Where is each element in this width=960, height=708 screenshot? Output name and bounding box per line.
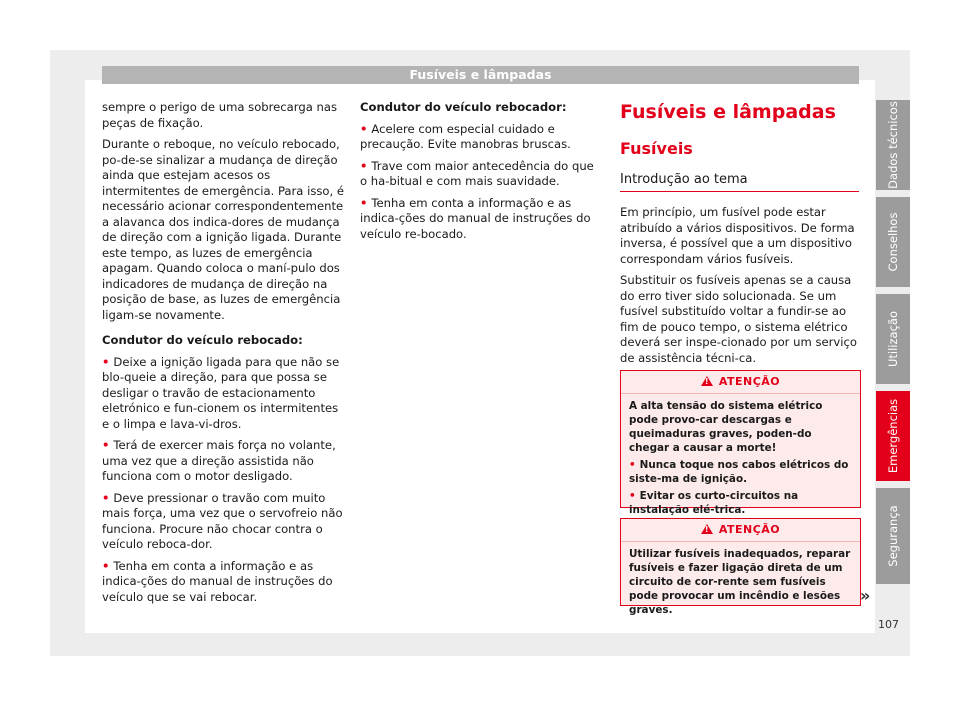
tab-label: Dados técnicos <box>886 101 900 189</box>
bullet-text: Trave com maior antecedência do que o ha-bitual e com mais suavidade. <box>360 158 594 188</box>
bullet-text: Deve pressionar o travão com muito mais força, uma vez que o servofreio não funciona. Procure não chocar contra o veículo reboca-dor. <box>102 490 343 551</box>
tab-label: Segurança <box>886 505 900 567</box>
warning-text: A alta tensão do sistema elétrico pode provo-car descargas e queimaduras graves, poden-do chegar a causar a morte! <box>629 400 823 454</box>
bullet-item <box>102 491 345 553</box>
bullet-icon: • <box>360 121 368 136</box>
subsection-title: Introdução ao tema <box>620 172 748 187</box>
continue-arrow-icon: » <box>860 586 871 605</box>
bullet-icon: • <box>360 158 368 173</box>
column-left <box>102 100 345 611</box>
bullet-icon: • <box>102 354 110 369</box>
bullet-icon: • <box>629 490 636 502</box>
warning-label: ATENÇÃO <box>718 375 781 388</box>
bullet-icon: • <box>360 195 368 210</box>
title-divider <box>620 191 859 192</box>
bullet-icon: • <box>629 459 636 471</box>
section-title: Fusíveis <box>620 139 693 158</box>
column-middle <box>360 100 604 248</box>
tab-utilizacao[interactable] <box>876 294 910 384</box>
column-right <box>620 205 860 372</box>
tab-seguranca[interactable] <box>876 488 910 584</box>
bullet-icon: • <box>102 438 110 452</box>
warning-label: ATENÇÃO <box>718 523 781 536</box>
bullet-item <box>360 122 604 153</box>
tab-label: Utilização <box>886 310 900 368</box>
bullet-text: Evitar os curto-circuitos na instalação elé-trica. <box>629 490 799 516</box>
bullet-icon: • <box>102 490 110 505</box>
warning-box <box>620 518 861 616</box>
section-heading: Condutor do veículo rebocado: <box>102 333 303 347</box>
bullet-item <box>360 159 604 190</box>
warning-header <box>621 519 860 542</box>
page-number: 107 <box>878 618 899 631</box>
bullet-text: Acelere com especial cuidado e precaução. Evite manobras bruscas. <box>360 121 571 151</box>
paragraph: sempre o perigo de uma sobrecarga nas peças de fixação. <box>102 100 337 130</box>
bullet-text: Tenha em conta a informação e as indica-ções do manual de instruções do veículo que se vai rebocar. <box>102 558 333 604</box>
tab-dados-tecnicos[interactable] <box>876 100 910 190</box>
chapter-title: Fusíveis e lâmpadas <box>620 101 836 123</box>
running-header: Fusíveis e lâmpadas <box>102 66 859 84</box>
bullet-item <box>629 489 852 517</box>
bullet-text: Tenha em conta a informação e as indica-ções do manual de instruções do veículo re-bocado. <box>360 195 591 241</box>
bullet-text: Terá de exercer mais força no volante, uma vez que a direção assistida não funciona com o motor desligado. <box>102 438 336 483</box>
tab-emergencias[interactable] <box>876 391 910 481</box>
paragraph: Em princípio, um fusível pode estar atribuído a vários dispositivos. De forma inversa, é possível que a um dispositivo correspondam vários fusíveis. <box>620 205 855 266</box>
section-heading: Condutor do veículo rebocador: <box>360 100 567 114</box>
bullet-text: Deixe a ignição ligada para que não se blo-queie a direção, para que possa se desligar o travão de estacionamento eletrónico e fun-cionem os intermitentes e o limpa e lava-vi-dros. <box>102 354 340 431</box>
warning-body <box>621 542 860 624</box>
bullet-item <box>102 559 345 606</box>
warning-box <box>620 370 861 516</box>
tab-label: Conselhos <box>886 212 900 272</box>
warning-header <box>621 371 860 394</box>
bullet-item <box>102 438 345 485</box>
warning-text: Utilizar fusíveis inadequados, reparar fusíveis e fazer ligação direta de um circuito de cor-rente sem fusíveis pode provocar um incêndio e lesões graves. <box>629 548 851 616</box>
bullet-item <box>629 458 852 486</box>
warning-triangle-icon <box>701 376 713 386</box>
paragraph: Substituir os fusíveis apenas se a causa do erro tiver sido solucionada. Se um fusível substituído voltar a fundir-se ao fim de pouco tempo, o sistema elétrico deverá ser inspe-cionado por um serviço de assistência técni-ca. <box>620 273 857 365</box>
tab-conselhos[interactable] <box>876 197 910 287</box>
bullet-icon: • <box>102 558 110 573</box>
paragraph: Durante o reboque, no veículo rebocado, po-de-se sinalizar a mudança de direção ainda que estejam acesos os intermitentes de emergência. Para isso, é necessário acionar correspondentemente a alavanca dos indica-dores de mudança de direção com a ignição ligada. Durante este tempo, as luzes de emergência apagam. Quando coloca o maní-pulo dos indicadores de mudança de direção na posição de base, as luzes de emergência ligam-se novamente. <box>102 137 344 322</box>
tab-label: Emergências <box>886 398 900 474</box>
bullet-item <box>102 355 345 433</box>
bullet-text: Nunca toque nos cabos elétricos do siste-ma de ignição. <box>629 459 849 485</box>
warning-triangle-icon <box>701 524 713 534</box>
bullet-item <box>360 196 604 243</box>
warning-body <box>621 394 860 524</box>
